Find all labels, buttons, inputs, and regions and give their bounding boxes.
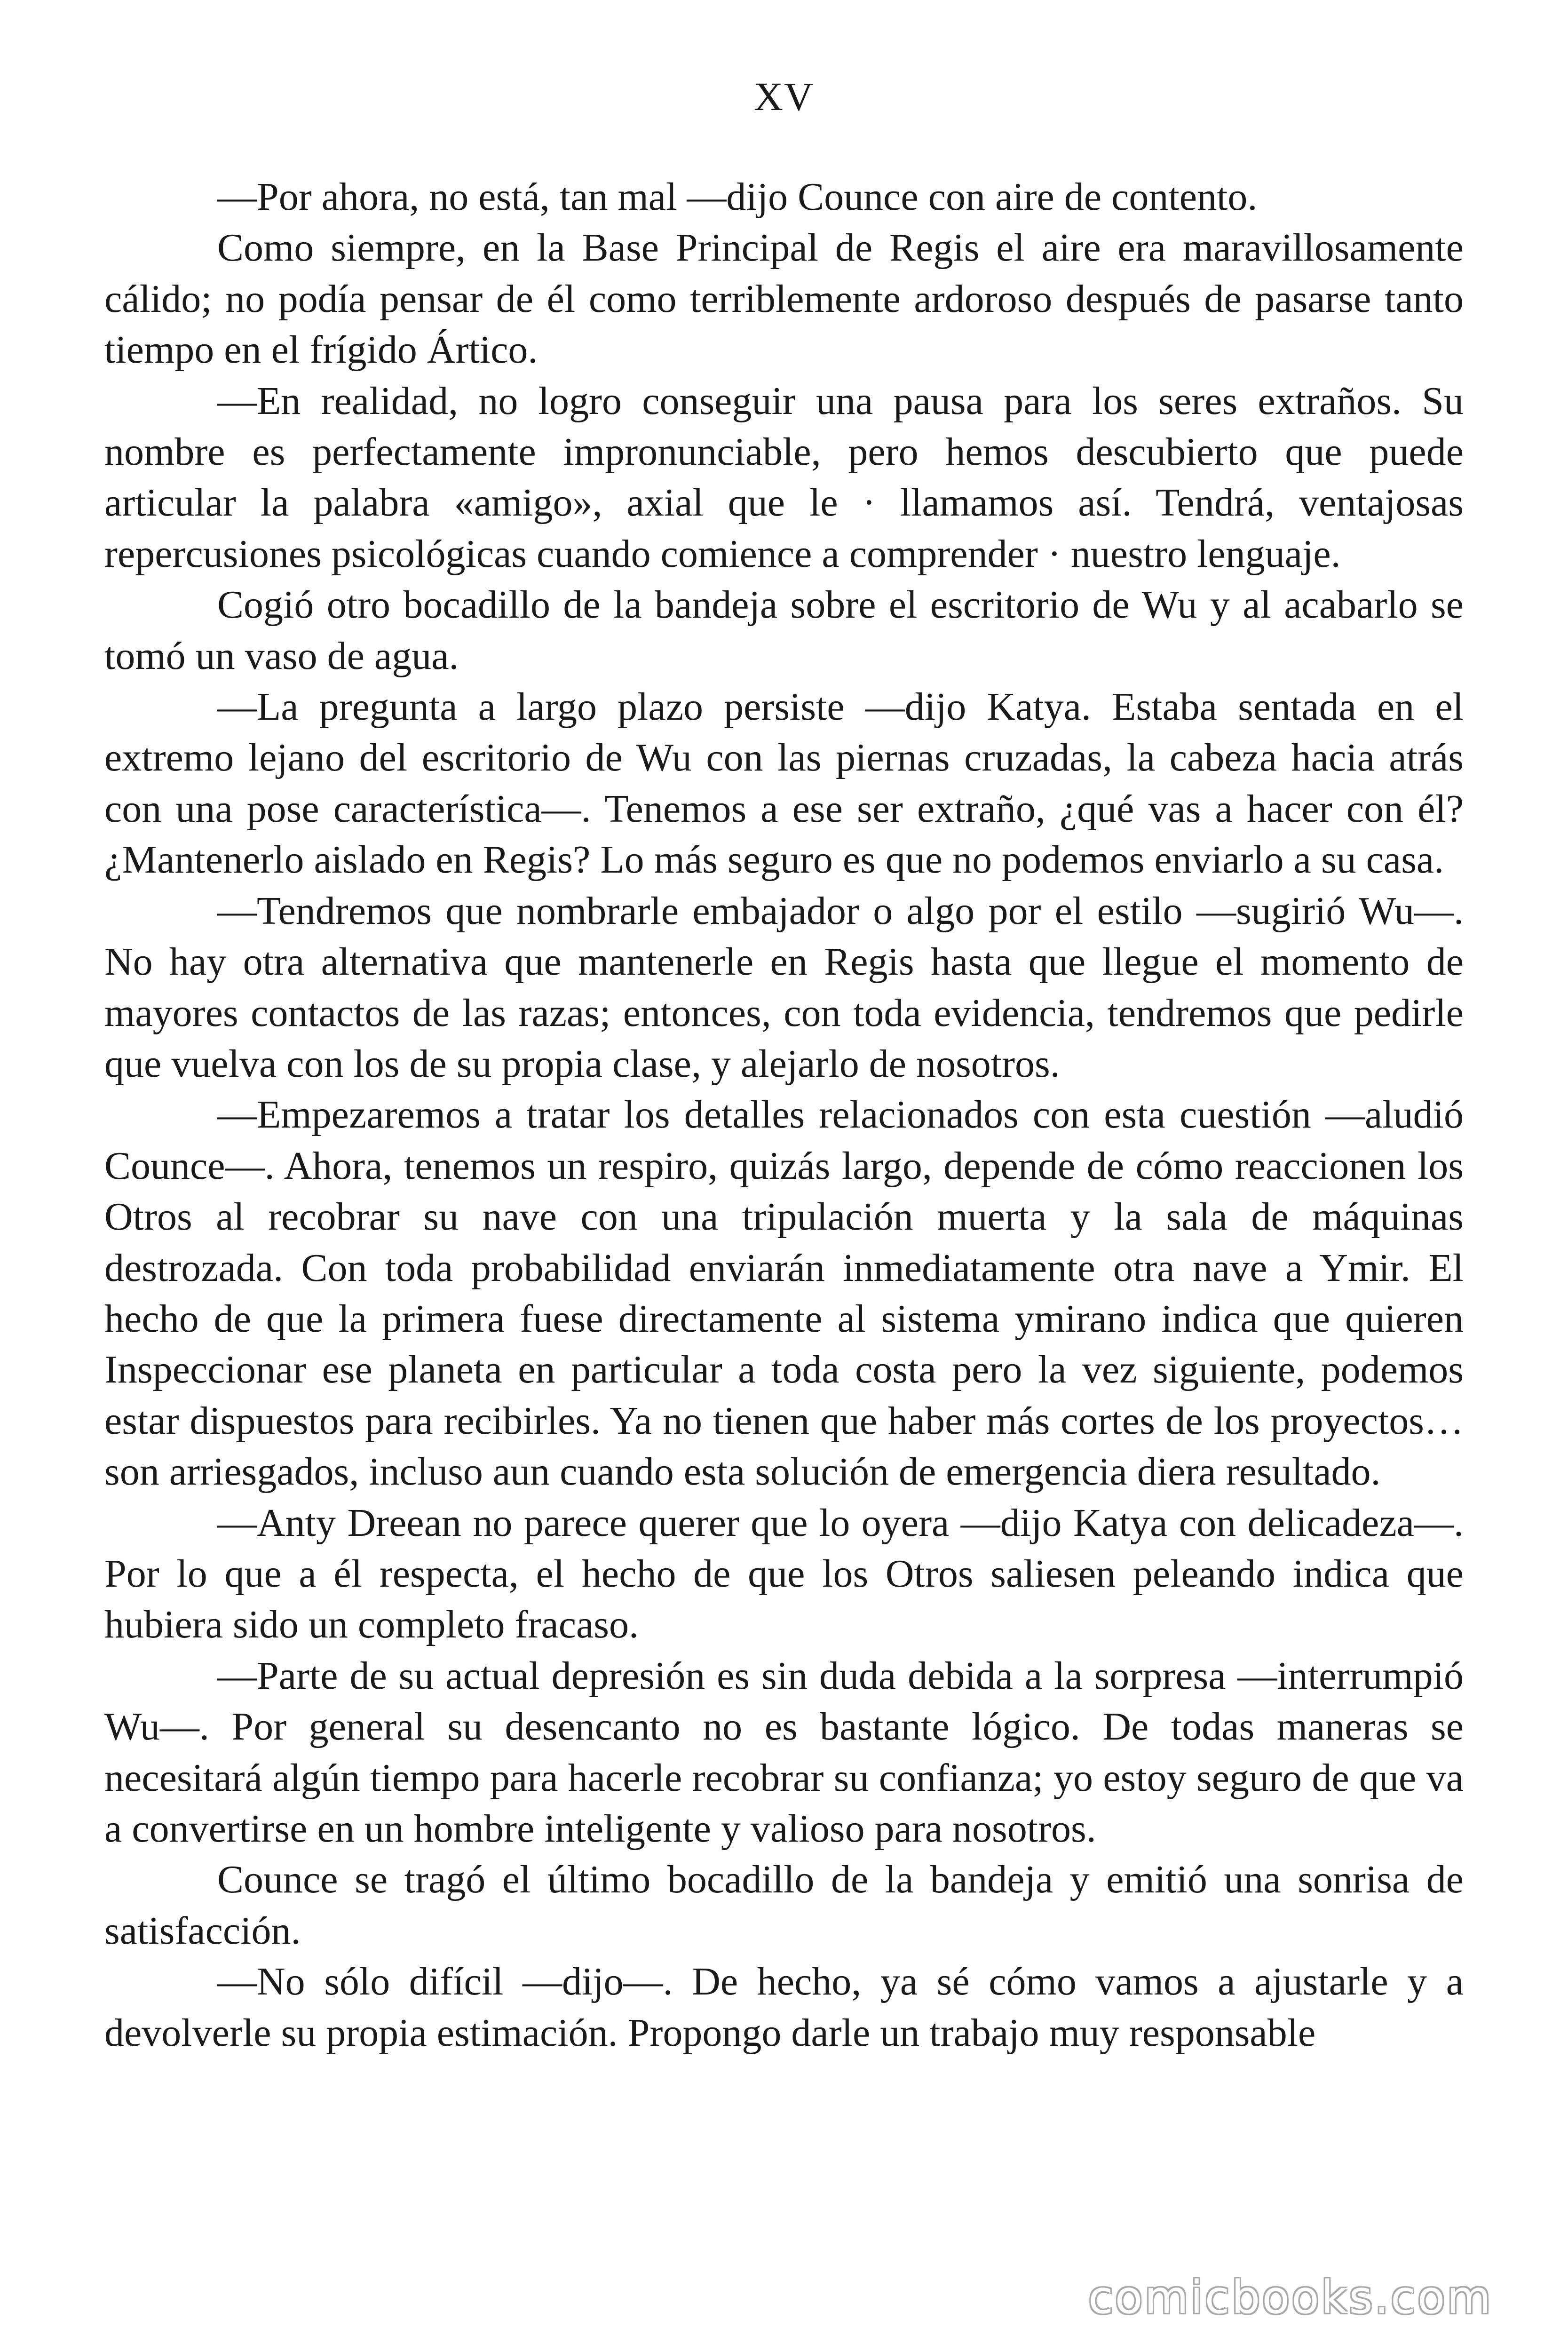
watermark-logo: comicbooks.com bbox=[1088, 2271, 1493, 2324]
paragraph: Counce se tragó el último bocadillo de la bandeja y emitió una sonrisa de satisfacción. bbox=[104, 1858, 1464, 1953]
paragraph: —La pregunta a largo plazo persiste —dijo Katya. Estaba sentada en el extremo lejano del escritorio de Wu con las piernas cruzadas, la cabeza hacia atrás con una pose característica—. Tenemos a ese ser extraño, ¿qué vas a hacer con él? ¿Mantenerlo aislado en Regis? Lo más seguro es que no podemos enviarlo a su casa. bbox=[104, 685, 1464, 882]
paragraph: —Empezaremos a tratar los detalles relacionados con esta cuestión —aludió Counce—. Ahora, tenemos un respiro, quizás largo, depende de cómo reaccionen los Otros al recobrar su nave con una tripulación muerta y la sala de máquinas destrozada. Con toda probabilidad enviarán inmediatamente otra nave a Ymir. El hecho de que la primera fuese directamente al sistema ymirano indica que quieren Inspeccionar ese planeta en particular a toda costa pero la vez siguiente, podemos estar dispuestos para recibirles. Ya no tienen que haber más cortes de los proyectos… son arriesgados, incluso aun cuando esta solución de emergencia diera resultado. bbox=[104, 1093, 1464, 1494]
chapter-heading: XV bbox=[753, 74, 815, 119]
paragraph: —Tendremos que nombrarle embajador o algo por el estilo —sugirió Wu—. No hay otra alternativa que mantenerle en Regis hasta que llegue el momento de mayores contactos de las razas; entonces, con toda evidencia, tendremos que pedirle que vuelva con los de su propia clase, y alejarlo de nosotros. bbox=[104, 889, 1464, 1086]
paragraph: —Anty Dreean no parece querer que lo oyera —dijo Katya con delicadeza—. Por lo que a él respecta, el hecho de que los Otros saliesen peleando indica que hubiera sido un completo fracaso. bbox=[104, 1501, 1464, 1647]
chapter-text bbox=[104, 172, 1464, 2058]
paragraph: —En realidad, no logro conseguir una pausa para los seres extraños. Su nombre es perfectamente impronunciable, pero hemos descubierto que puede articular la palabra «amigo», axial que le · llamamos así. Tendrá, ventajosas repercusiones psicológicas cuando comience a comprender · nuestro lenguaje. bbox=[104, 379, 1464, 576]
paragraph: —Por ahora, no está, tan mal —dijo Counce con aire de contento. bbox=[217, 175, 1258, 219]
paragraph: Cogió otro bocadillo de la bandeja sobre el escritorio de Wu y al acabarlo se tomó un vaso de agua. bbox=[104, 583, 1464, 678]
paragraph: Como siempre, en la Base Principal de Regis el aire era maravillosamente cálido; no podía pensar de él como terriblemente ardoroso después de pasarse tanto tiempo en el frígido Ártico. bbox=[104, 226, 1464, 372]
paragraph: —Parte de su actual depresión es sin duda debida a la sorpresa —interrumpió Wu—. Por general su desencanto no es bastante lógico. De todas maneras se necesitará algún tiempo para hacerle recobrar su confianza; yo estoy seguro de que va a convertirse en un hombre inteligente y valioso para nosotros. bbox=[104, 1653, 1464, 1851]
paragraph: —No sólo difícil —dijo—. De hecho, ya sé cómo vamos a ajustarle y a devolverle su propia estimación. Propongo darle un trabajo muy responsable bbox=[104, 1960, 1464, 2055]
